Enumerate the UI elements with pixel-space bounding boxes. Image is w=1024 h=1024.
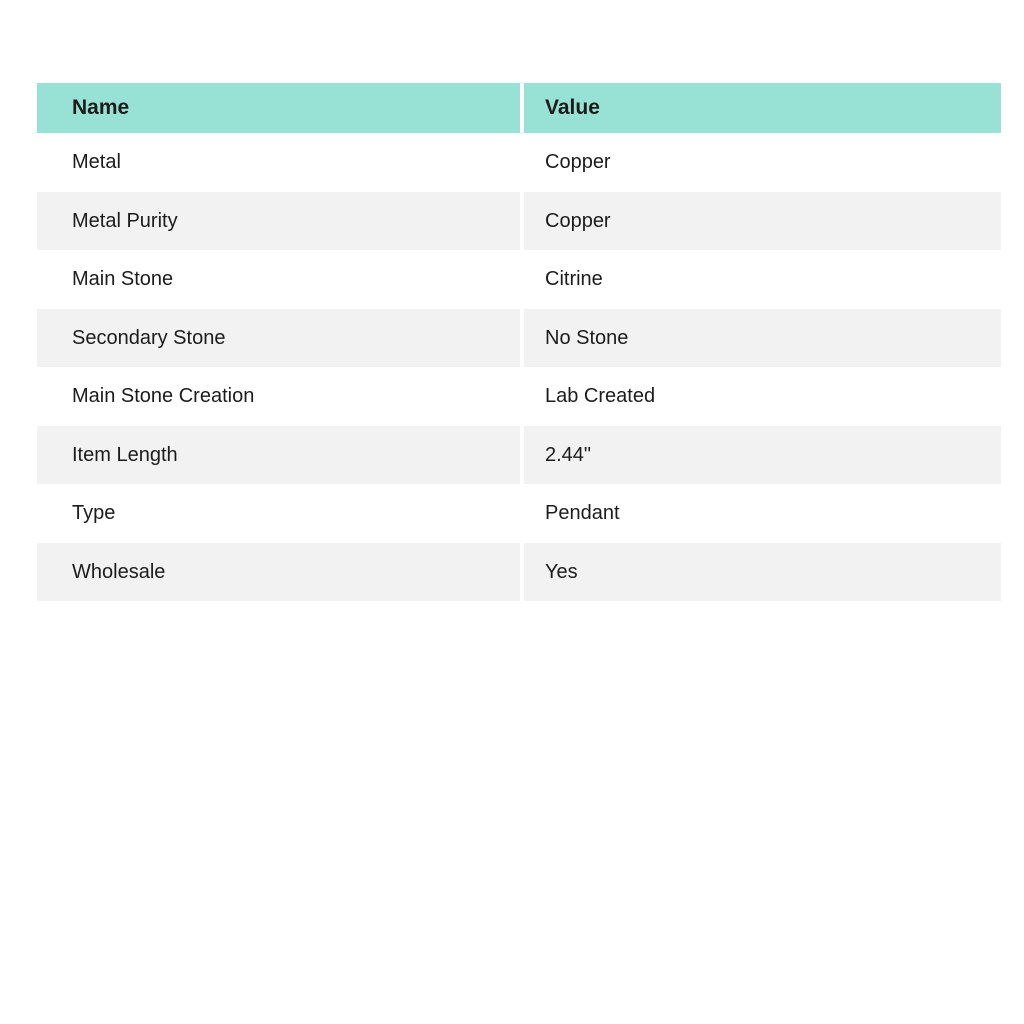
row-name-cell: Secondary Stone: [37, 309, 520, 368]
row-value-cell: Lab Created: [524, 367, 1001, 426]
table-row: [37, 133, 1001, 192]
row-name-cell: Metal: [37, 133, 520, 192]
row-value-cell: Copper: [524, 192, 1001, 251]
table-row: [37, 367, 1001, 426]
column-header-value: Value: [524, 83, 1001, 133]
table-row: [37, 484, 1001, 543]
table-row: [37, 543, 1001, 602]
row-value-cell: Yes: [524, 543, 1001, 602]
column-header-name: Name: [37, 83, 520, 133]
row-name-cell: Main Stone: [37, 250, 520, 309]
table-header-row: [37, 83, 1001, 133]
table-row: [37, 250, 1001, 309]
row-name-cell: Main Stone Creation: [37, 367, 520, 426]
row-name-cell: Type: [37, 484, 520, 543]
row-value-cell: 2.44": [524, 426, 1001, 485]
row-value-cell: Citrine: [524, 250, 1001, 309]
row-value-cell: Pendant: [524, 484, 1001, 543]
table-row: [37, 309, 1001, 368]
row-name-cell: Item Length: [37, 426, 520, 485]
table-row: [37, 192, 1001, 251]
row-value-cell: No Stone: [524, 309, 1001, 368]
row-name-cell: Metal Purity: [37, 192, 520, 251]
table-row: [37, 426, 1001, 485]
row-name-cell: Wholesale: [37, 543, 520, 602]
row-value-cell: Copper: [524, 133, 1001, 192]
product-specs-table: [37, 83, 1001, 601]
table-body: [37, 133, 1001, 601]
